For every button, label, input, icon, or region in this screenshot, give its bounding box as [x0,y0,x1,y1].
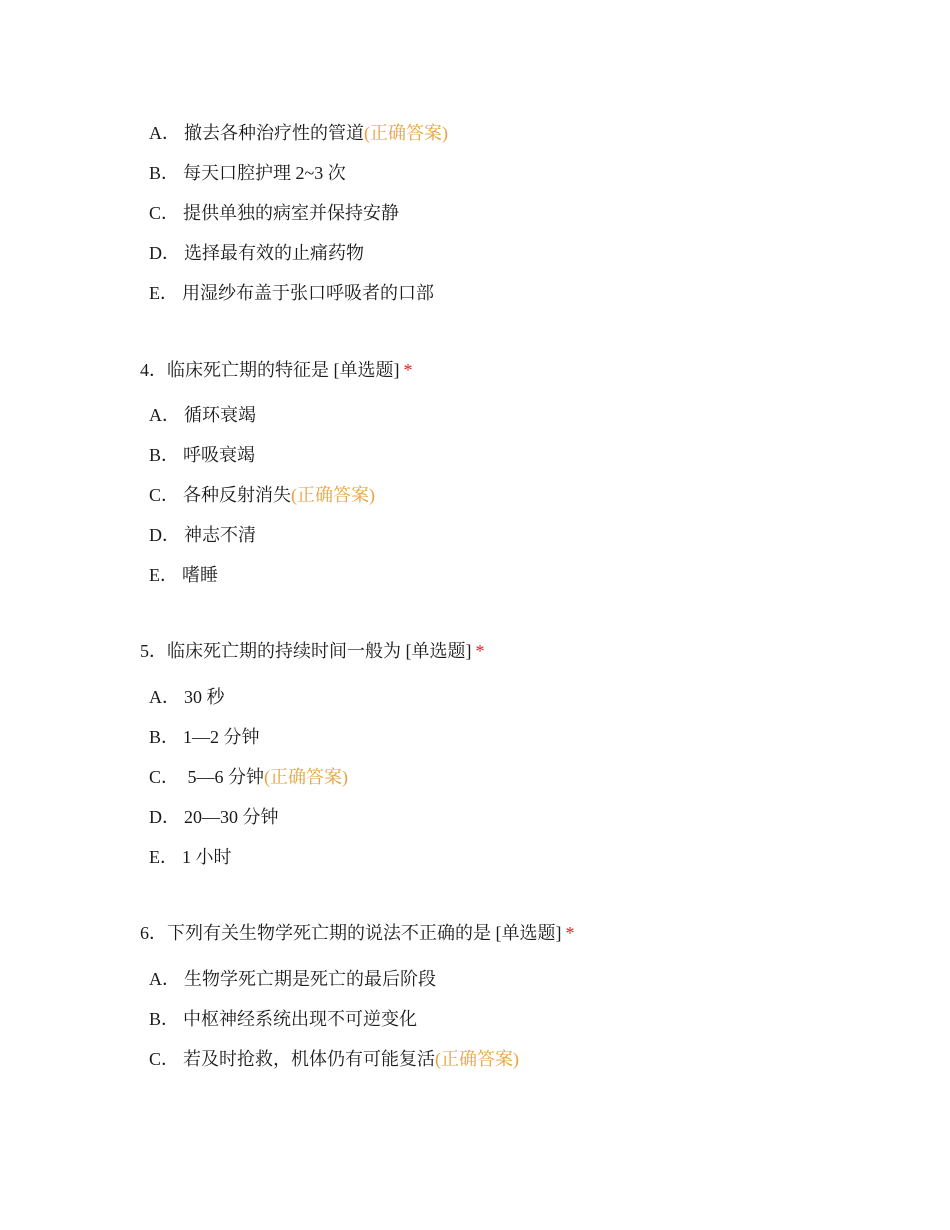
option-b[interactable] [149,443,255,467]
option-text: 中枢神经系统出现不可逆变化 [183,1009,418,1029]
option-text: 呼吸衰竭 [183,445,256,465]
correct-answer-tag: (正确答案) [364,123,448,143]
option-text: 20—30 分钟 [184,807,279,827]
correct-answer-tag: (正确答案) [264,767,349,787]
option-a[interactable] [149,685,225,709]
question-text: 下列有关生物学死亡期的说法不正确的是 [167,923,496,943]
option-c[interactable] [149,1047,519,1071]
option-letter: B． [149,445,180,465]
option-letter: C． [149,1049,180,1069]
option-letter: B． [149,163,180,183]
required-mark: * [565,923,575,943]
option-letter: C． [149,767,180,787]
option-text: 1—2 分钟 [183,727,260,747]
option-b[interactable] [149,161,346,185]
option-text: 神志不清 [184,525,256,545]
question-title [140,358,413,382]
option-b[interactable] [149,725,260,749]
option-text: 循环衰竭 [184,405,256,425]
option-letter: E． [149,847,178,867]
option-e[interactable] [149,845,232,869]
option-letter: C． [149,203,180,223]
required-mark: * [475,641,485,661]
option-letter: D． [149,525,180,545]
option-letter: E． [149,283,178,303]
option-d[interactable] [149,241,364,265]
option-text: 各种反射消失 [183,485,292,505]
option-letter: B． [149,727,180,747]
option-c[interactable] [149,483,375,507]
question-number: 4． [140,360,167,380]
correct-answer-tag: (正确答案) [291,485,376,505]
option-text: 嗜睡 [182,565,218,585]
question-type-tag: [单选题] [495,923,562,943]
question-title [140,639,485,663]
question-type-tag: [单选题] [333,360,400,380]
option-a[interactable] [149,967,436,991]
option-letter: A． [149,687,180,707]
option-text: 选择最有效的止痛药物 [184,243,364,263]
option-e[interactable] [149,563,218,587]
question-text: 临床死亡期的特征是 [167,360,334,380]
option-a[interactable] [149,121,448,145]
option-text: 提供单独的病室并保持安静 [183,203,400,223]
correct-answer-tag: (正确答案) [435,1049,520,1069]
option-c[interactable] [149,765,348,789]
option-letter: B． [149,1009,180,1029]
option-text: 生物学死亡期是死亡的最后阶段 [184,969,436,989]
option-a[interactable] [149,403,256,427]
option-e[interactable] [149,281,434,305]
option-letter: D． [149,807,180,827]
option-text: 若及时抢救，机体仍有可能复活 [183,1049,436,1069]
question-number: 6． [140,923,167,943]
option-text: 5—6 分钟 [183,767,265,787]
option-text: 用湿纱布盖于张口呼吸者的口部 [182,283,434,303]
option-letter: D． [149,243,180,263]
option-text: 1 小时 [182,847,232,867]
question-text: 临床死亡期的持续时间一般为 [167,641,406,661]
option-d[interactable] [149,523,256,547]
question-number: 5． [140,641,167,661]
option-letter: C． [149,485,180,505]
question-title [140,921,575,945]
option-letter: E． [149,565,178,585]
option-text: 撤去各种治疗性的管道 [184,123,364,143]
option-text: 30 秒 [184,687,225,707]
option-b[interactable] [149,1007,417,1031]
option-letter: A． [149,405,180,425]
required-mark: * [403,360,413,380]
option-text: 每天口腔护理 2~3 次 [183,163,346,183]
option-d[interactable] [149,805,279,829]
option-c[interactable] [149,201,399,225]
question-type-tag: [单选题] [405,641,472,661]
option-letter: A． [149,123,180,143]
option-letter: A． [149,969,180,989]
